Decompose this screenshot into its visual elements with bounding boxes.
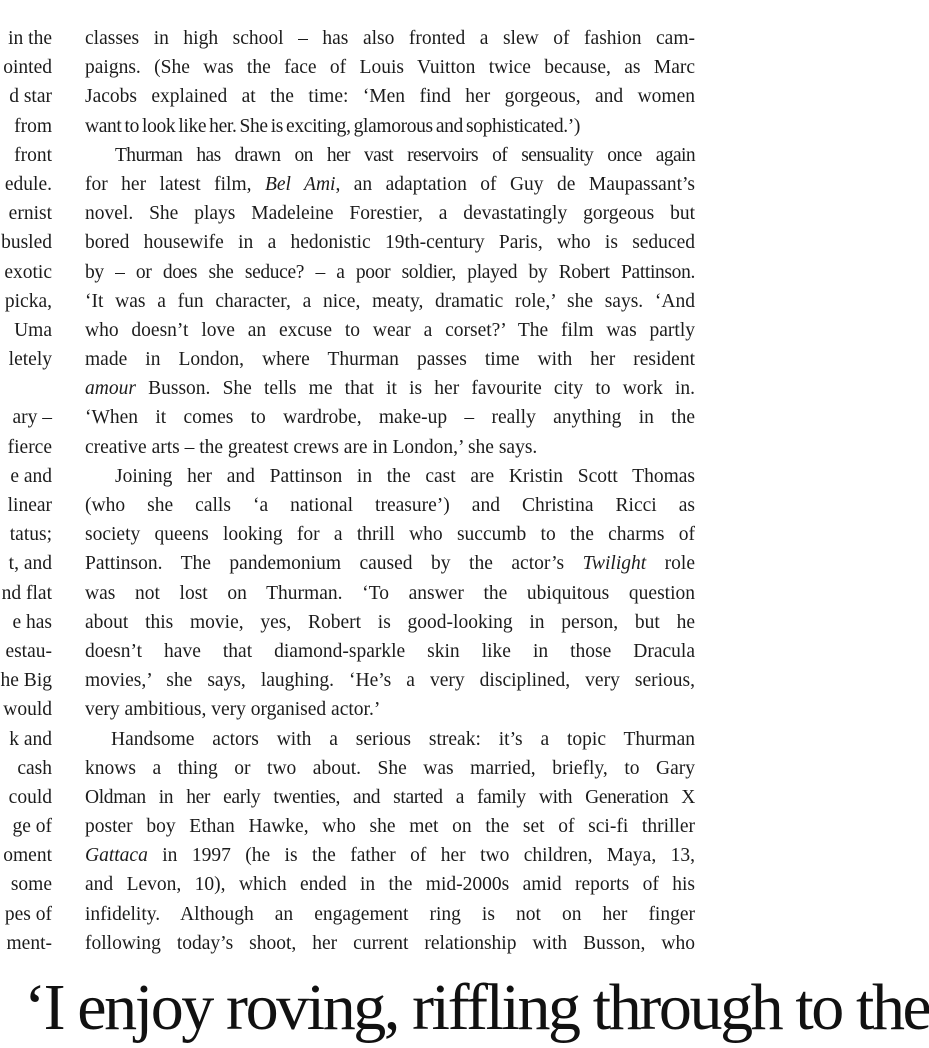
body-line — [85, 170, 695, 199]
body-text: , an adaptation of Guy de Maupassant’s — [335, 173, 696, 195]
left-line: in the — [8, 28, 52, 49]
body-line-paragraph-end: very ambitious, very organised actor.’ — [85, 699, 381, 721]
left-line: estau- — [5, 640, 52, 662]
left-line: ointed — [3, 57, 52, 79]
body-line: society queens looking for a thrill who succumb to the charms of — [85, 524, 695, 546]
pull-quote-heading: ‘I enjoy roving, riffling through to the — [24, 971, 929, 1044]
left-line: k and — [9, 728, 52, 750]
left-line: e has — [12, 611, 52, 633]
film-title-gattaca: Gattaca — [85, 845, 148, 867]
left-line: would — [3, 699, 52, 721]
left-line: some — [10, 874, 52, 896]
left-line: front — [14, 144, 52, 166]
left-line: linear — [7, 495, 52, 516]
film-title-twilight: Twilight — [582, 553, 647, 575]
body-line: knows a thing or two about. She was married, briefly, to Gary — [85, 757, 695, 779]
left-line-blank — [0, 374, 52, 403]
body-line: following today’s shoot, her current relationship with Busson, who — [85, 932, 695, 954]
body-line: Oldman in her early twenties, and started a family with Generation X — [85, 786, 695, 808]
body-text: in 1997 (he is the father of her two children, Maya, 13, — [147, 845, 695, 867]
body-line: ‘When it comes to wardrobe, make-up – really anything in the — [85, 407, 695, 429]
left-line: oment — [3, 845, 52, 867]
body-line: bored housewife in a hedonistic 19th-century Paris, who is seduced — [85, 232, 695, 254]
body-line-paragraph-start: Handsome actors with a serious streak: it’s a topic Thurman — [111, 728, 695, 750]
body-line-paragraph-end: want to look like her. She is exciting, glamorous and sophisticated.’) — [85, 115, 581, 137]
body-line: classes in high school – has also fronted a slew of fashion cam- — [85, 28, 695, 49]
body-line: (who she calls ‘a national treasure’) and Christina Ricci as — [85, 495, 695, 516]
body-line-paragraph-start: Joining her and Pattinson in the cast are Kristin Scott Thomas — [115, 465, 695, 487]
body-line: was not lost on Thurman. ‘To answer the ubiquitous question — [85, 582, 695, 604]
left-line: busled — [1, 232, 52, 254]
body-line-paragraph-start: Thurman has drawn on her vast reservoirs of sensuality once again — [115, 144, 695, 166]
body-line: movies,’ she says, laughing. ‘He’s a very disciplined, very serious, — [85, 670, 695, 692]
word-amour: amour — [85, 378, 136, 400]
left-line: pes of — [4, 903, 52, 925]
body-text: Pattinson. The pandemonium caused by the actor’s — [85, 553, 583, 575]
body-line: poster boy Ethan Hawke, who she met on the set of sci-fi thriller — [85, 816, 695, 838]
body-line: novel. She plays Madeleine Forestier, a devastatingly gorgeous but — [85, 203, 695, 225]
left-line: fierce — [7, 436, 52, 458]
left-column-cropped-text — [0, 24, 52, 958]
left-line: exotic — [4, 261, 52, 283]
body-text: for her latest film, — [85, 173, 265, 195]
left-line: ary – — [12, 407, 52, 429]
body-line: Jacobs explained at the time: ‘Men find her gorgeous, and women — [85, 86, 695, 108]
left-line: ernist — [8, 203, 52, 225]
body-line — [85, 841, 695, 870]
main-article-column — [85, 24, 695, 958]
left-line: tatus; — [9, 524, 52, 546]
left-line: Uma — [14, 319, 52, 341]
left-line: ment- — [6, 932, 52, 954]
body-text: Busson. She tells me that it is her favourite city to work in. — [135, 378, 695, 400]
body-line — [85, 374, 695, 403]
left-line: d star — [9, 86, 52, 108]
body-line-paragraph-end: creative arts – the greatest crews are in London,’ she says. — [85, 436, 538, 458]
left-line: letely — [8, 349, 52, 371]
body-line: who doesn’t love an excuse to wear a corset?’ The film was partly — [85, 319, 695, 341]
left-line: could — [8, 786, 52, 808]
left-line: nd flat — [1, 582, 52, 604]
left-line: he Big — [0, 670, 52, 692]
body-line: made in London, where Thurman passes time with her resident — [85, 349, 695, 371]
body-text: role — [646, 553, 695, 575]
left-line: t, and — [8, 553, 52, 575]
body-line: ‘It was a fun character, a nice, meaty, dramatic role,’ she says. ‘And — [85, 290, 695, 312]
body-line: about this movie, yes, Robert is good-looking in person, but he — [85, 611, 695, 633]
left-line: e and — [10, 465, 52, 487]
body-line: and Levon, 10), which ended in the mid-2000s amid reports of his — [85, 874, 695, 896]
left-line: picka, — [4, 290, 52, 312]
body-line: paigns. (She was the face of Louis Vuitton twice because, as Marc — [85, 57, 695, 79]
body-line: doesn’t have that diamond-sparkle skin like in those Dracula — [85, 640, 695, 662]
body-line: by – or does she seduce? – a poor soldier, played by Robert Pattinson. — [85, 261, 695, 283]
body-line: infidelity. Although an engagement ring is not on her finger — [85, 903, 695, 925]
film-title-bel-ami: Bel Ami — [264, 173, 336, 195]
body-line — [85, 549, 695, 578]
left-line: cash — [17, 757, 52, 779]
left-line: from — [14, 115, 52, 137]
left-line: edule. — [4, 173, 52, 195]
left-line: ge of — [12, 816, 52, 838]
